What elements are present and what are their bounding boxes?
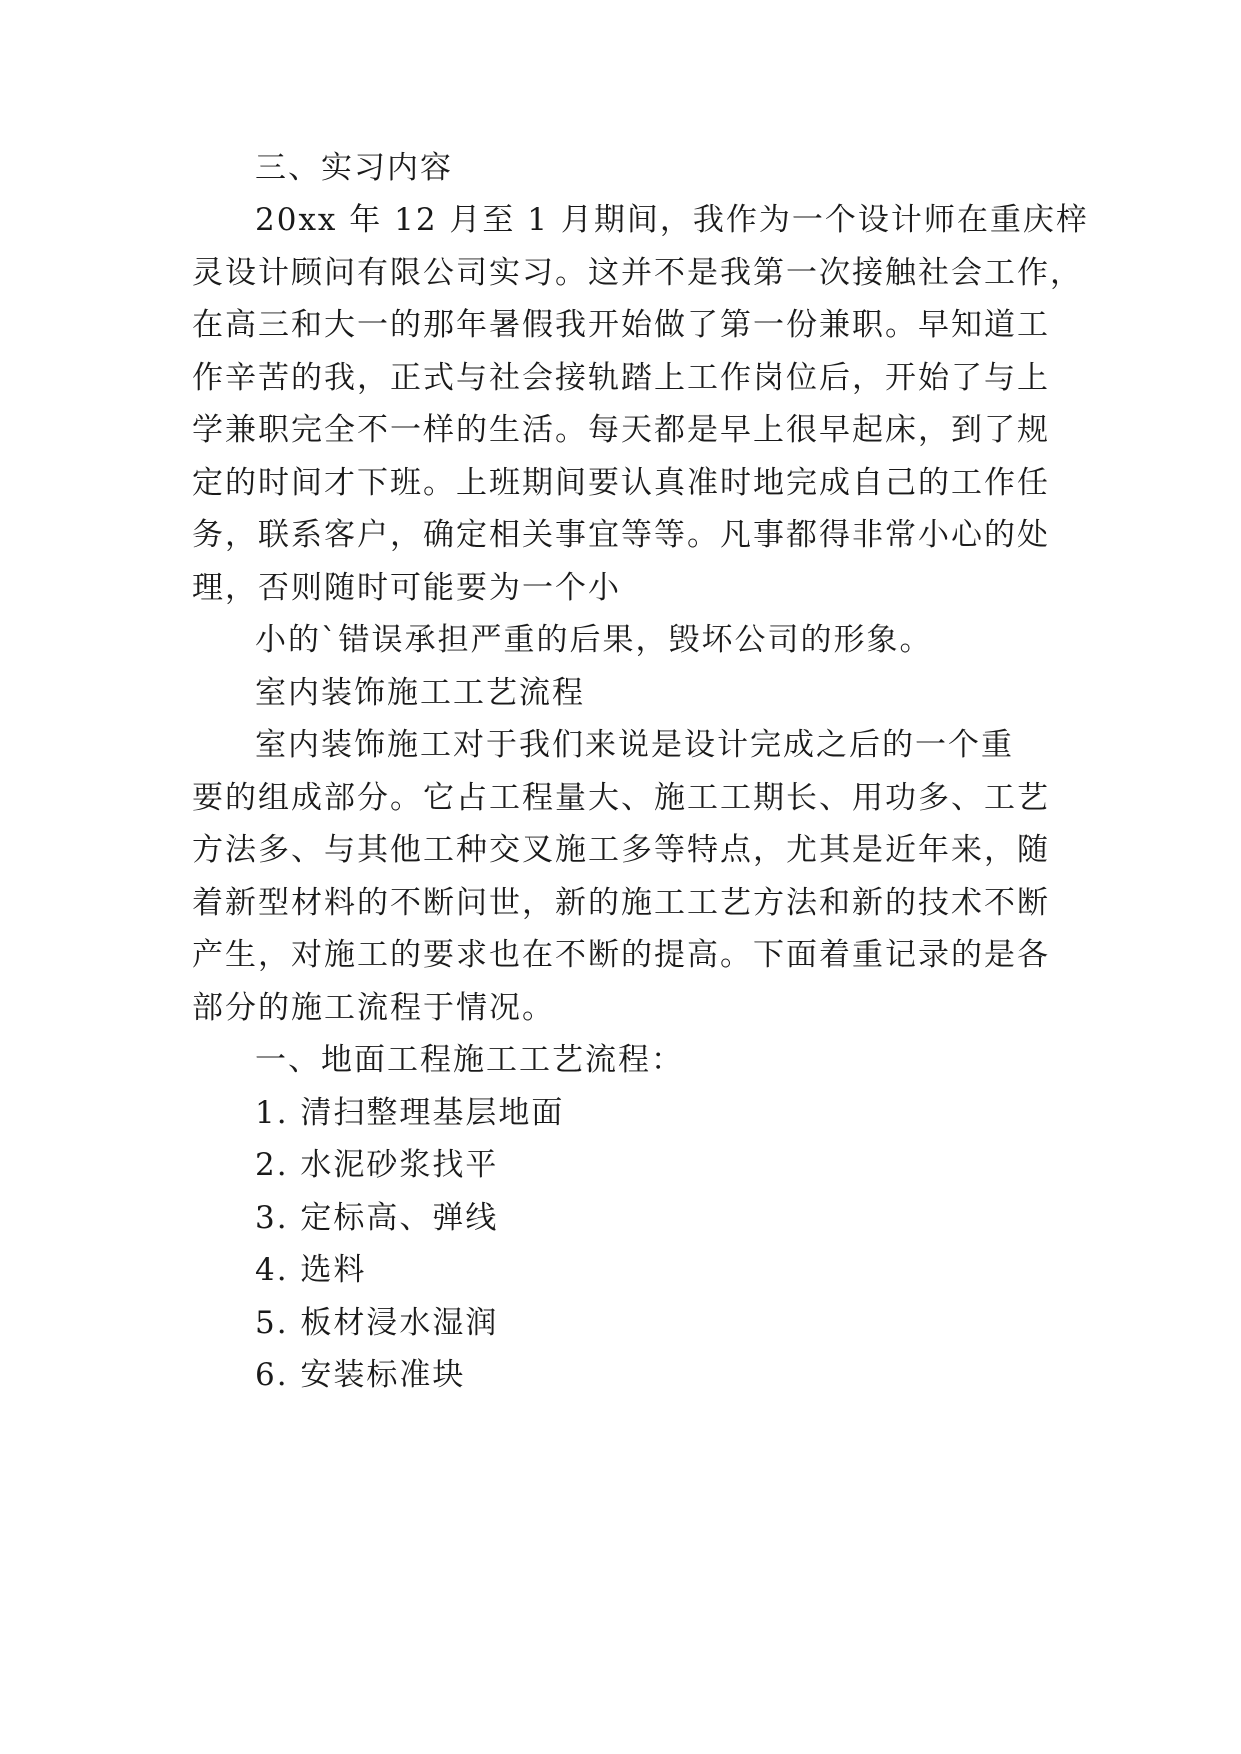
paragraph-line: 室内装饰施工对于我们来说是设计完成之后的一个重 xyxy=(255,727,1014,763)
section-heading: 室内装饰施工工艺流程 xyxy=(255,675,585,711)
paragraph-line: 部分的施工流程于情况。 xyxy=(192,990,555,1026)
paragraph-line: 灵设计顾问有限公司实习。这并不是我第一次接触社会工作， xyxy=(192,255,1083,291)
paragraph-line: 学兼职完全不一样的生活。每天都是早上很早起床，到了规 xyxy=(192,412,1050,448)
paragraph-line: 20xx 年 12 月至 1 月期间，我作为一个设计师在重庆梓 xyxy=(255,202,1089,238)
list-item: 5. 板材浸水湿润 xyxy=(255,1305,499,1341)
paragraph-line: 作辛苦的我，正式与社会接轨踏上工作岗位后，开始了与上 xyxy=(192,360,1050,396)
list-item: 1. 清扫整理基层地面 xyxy=(255,1095,565,1131)
paragraph-line: 务，联系客户，确定相关事宜等等。凡事都得非常小心的处 xyxy=(192,517,1050,553)
section-heading: 一、地面工程施工工艺流程： xyxy=(255,1042,684,1078)
paragraph-line: 要的组成部分。它占工程量大、施工工期长、用功多、工艺 xyxy=(192,780,1050,816)
section-heading: 三、实习内容 xyxy=(255,150,453,186)
list-item: 3. 定标高、弹线 xyxy=(255,1200,499,1236)
paragraph-line: 理，否则随时可能要为一个小 xyxy=(192,570,621,606)
paragraph-line: 在高三和大一的那年暑假我开始做了第一份兼职。早知道工 xyxy=(192,307,1050,343)
list-item: 2. 水泥砂浆找平 xyxy=(255,1147,499,1183)
list-item: 6. 安装标准块 xyxy=(255,1357,466,1393)
list-item: 4. 选料 xyxy=(255,1252,367,1288)
paragraph-line: 产生，对施工的要求也在不断的提高。下面着重记录的是各 xyxy=(192,937,1050,973)
paragraph-line: 方法多、与其他工种交叉施工多等特点，尤其是近年来，随 xyxy=(192,832,1050,868)
paragraph-line: 定的时间才下班。上班期间要认真准时地完成自己的工作任 xyxy=(192,465,1050,501)
paragraph-line: 着新型材料的不断问世，新的施工工艺方法和新的技术不断 xyxy=(192,885,1050,921)
paragraph-line: 小的`错误承担严重的后果，毁坏公司的形象。 xyxy=(255,622,933,658)
